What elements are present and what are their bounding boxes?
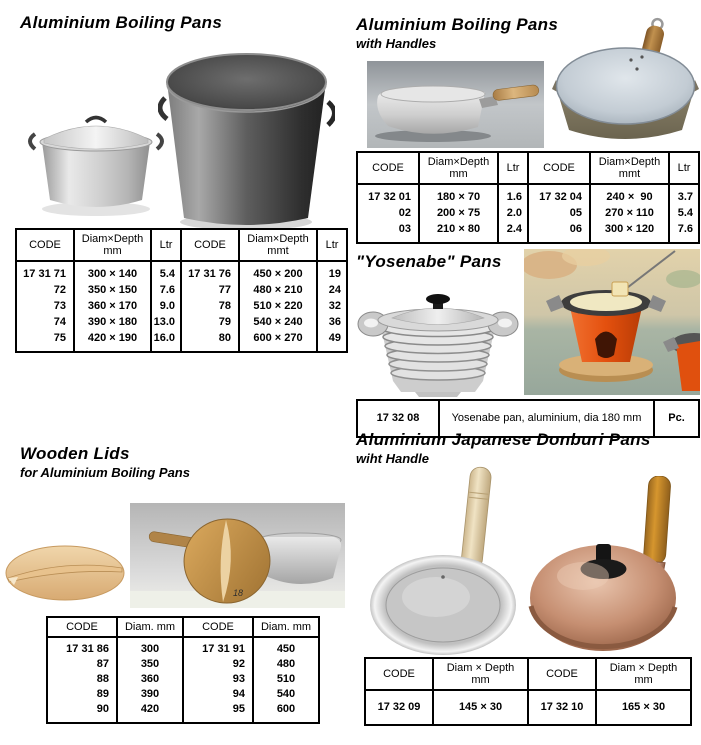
diameter-cell: 390 [117, 687, 183, 702]
table-row [47, 702, 319, 723]
column-header: Diam×Depth mmt [239, 229, 317, 261]
code-cell: 73 [53, 300, 66, 312]
wooden-lid-photo-image [130, 503, 345, 608]
code-cell: 78 [181, 298, 239, 314]
lid-size-marking: 18 [233, 588, 244, 598]
column-header: Ltr [317, 229, 347, 261]
wooden-lids-subtitle: for Aluminium Boiling Pans [20, 465, 190, 480]
dimension-cell: 210 × 80 [419, 221, 498, 243]
code-cell: 17 32 04 [528, 184, 590, 205]
litre-cell: 5.4 [151, 261, 181, 282]
code-cell: 17 31 71 [23, 268, 66, 280]
code-cell: 02 [398, 207, 411, 219]
litre-cell: 36 [317, 314, 347, 330]
code-cell: 89 [96, 688, 109, 700]
dimension-cell: 300 × 120 [590, 221, 669, 243]
wooden-lid-image [2, 531, 128, 609]
litre-cell: 1.6 [498, 184, 528, 205]
table-row [47, 637, 319, 657]
code-cell: 93 [183, 672, 253, 687]
table-row [47, 657, 319, 672]
litre-cell: 2.0 [498, 205, 528, 221]
dimension-cell: 240 × 90 [590, 184, 669, 205]
diameter-cell: 510 [253, 672, 319, 687]
litre-cell: 24 [317, 282, 347, 298]
diameter-cell: 450 [253, 637, 319, 657]
dimension-cell: 165 × 30 [596, 690, 691, 725]
handle-pan-photo-image [367, 61, 544, 148]
dimension-cell: 360 × 170 [74, 298, 151, 314]
donburi-title: Aluminium Japanese Donburi Pans [356, 430, 651, 449]
code-cell: 92 [183, 657, 253, 672]
code-cell: 17 31 86 [66, 643, 109, 655]
column-header: Diam×Depth mm [419, 152, 498, 184]
description-cell: Yosenabe pan, aluminium, dia 180 mm [439, 400, 654, 437]
column-header: Ltr [498, 152, 528, 184]
code-cell: 05 [528, 205, 590, 221]
code-cell: 74 [53, 316, 66, 328]
table-row [16, 298, 347, 314]
dimension-cell: 300 × 140 [74, 261, 151, 282]
dimension-cell: 350 × 150 [74, 282, 151, 298]
column-header: Diam. mm [253, 617, 319, 637]
code-cell: 06 [528, 221, 590, 243]
code-cell: 79 [181, 314, 239, 330]
column-header: CODE [528, 152, 590, 184]
code-cell: 95 [183, 702, 253, 723]
wooden-lids-title: Wooden Lids [20, 444, 130, 463]
dimension-cell: 270 × 110 [590, 205, 669, 221]
litre-cell: 49 [317, 330, 347, 352]
saucepan-image [551, 12, 700, 150]
column-header: CODE [16, 229, 74, 261]
code-cell: 72 [53, 284, 66, 296]
donburi-subtitle: wiht Handle [356, 451, 429, 466]
litre-cell: 3.7 [669, 184, 699, 205]
code-cell: 17 32 10 [528, 690, 596, 725]
table-row [47, 687, 319, 702]
column-header: CODE [47, 617, 117, 637]
litre-cell: 7.6 [151, 282, 181, 298]
column-header: Diam × Depth mm [596, 658, 691, 690]
code-cell: 17 32 08 [376, 412, 420, 424]
donburi-pan-copper-image [525, 476, 697, 658]
dimension-cell: 480 × 210 [239, 282, 317, 298]
code-cell: 77 [181, 282, 239, 298]
diameter-cell: 300 [117, 637, 183, 657]
litre-cell: 19 [317, 261, 347, 282]
small-boiling-pan-image [22, 96, 170, 218]
dimension-cell: 540 × 240 [239, 314, 317, 330]
table-row [16, 282, 347, 298]
yosenabe-fondue-photo-image [524, 249, 700, 395]
litre-cell: 13.0 [151, 314, 181, 330]
header-row [357, 152, 699, 184]
table-row [357, 221, 699, 243]
litre-cell: 2.4 [498, 221, 528, 243]
code-cell: 17 31 91 [183, 637, 253, 657]
column-header: Diam × Depth mm [433, 658, 528, 690]
stacked-yosenabe-pans-image [356, 279, 520, 398]
donburi-table [364, 657, 692, 726]
litre-cell: 32 [317, 298, 347, 314]
dimension-cell: 180 × 70 [419, 184, 498, 205]
code-cell: 94 [183, 687, 253, 702]
column-header: CODE [181, 229, 239, 261]
code-cell: 17 32 01 [368, 191, 411, 203]
table-row [16, 261, 347, 282]
diameter-cell: 480 [253, 657, 319, 672]
diameter-cell: 600 [253, 702, 319, 723]
dimension-cell: 200 × 75 [419, 205, 498, 221]
header-row [47, 617, 319, 637]
large-boiling-pan-image [158, 40, 335, 232]
code-cell: 87 [96, 658, 109, 670]
table-row [365, 690, 691, 725]
litre-cell: 7.6 [669, 221, 699, 243]
code-cell: 17 32 09 [377, 701, 421, 713]
dimension-cell: 450 × 200 [239, 261, 317, 282]
column-header: CODE [183, 617, 253, 637]
boiling-pans-table [15, 228, 348, 353]
dimension-cell: 145 × 30 [433, 690, 528, 725]
diameter-cell: 420 [117, 702, 183, 723]
code-cell: 03 [398, 223, 411, 235]
table-row [16, 330, 347, 352]
column-header: Ltr [669, 152, 699, 184]
dimension-cell: 390 × 180 [74, 314, 151, 330]
column-header: CODE [365, 658, 433, 690]
code-cell: 17 31 76 [181, 261, 239, 282]
code-cell: 80 [181, 330, 239, 352]
litre-cell: 5.4 [669, 205, 699, 221]
header-row [365, 658, 691, 690]
litre-cell: 9.0 [151, 298, 181, 314]
column-header: Diam×Depth mm [74, 229, 151, 261]
table-row [16, 314, 347, 330]
donburi-pan-silver-image [367, 465, 539, 658]
column-header: CODE [357, 152, 419, 184]
column-header: Diam×Depth mmt [590, 152, 669, 184]
dimension-cell: 510 × 220 [239, 298, 317, 314]
dimension-cell: 420 × 190 [74, 330, 151, 352]
diameter-cell: 350 [117, 657, 183, 672]
dimension-cell: 600 × 270 [239, 330, 317, 352]
code-cell: 88 [96, 673, 109, 685]
code-cell: 90 [96, 703, 109, 715]
diameter-cell: 540 [253, 687, 319, 702]
column-header: Ltr [151, 229, 181, 261]
yosenabe-title: "Yosenabe" Pans [356, 252, 502, 271]
table-row [357, 205, 699, 221]
column-header: Diam. mm [117, 617, 183, 637]
wooden-lids-table [46, 616, 320, 724]
code-cell: 75 [53, 332, 66, 344]
header-row [16, 229, 347, 261]
column-header: CODE [528, 658, 596, 690]
table-row [357, 184, 699, 205]
handle-pans-subtitle: with Handles [356, 36, 437, 51]
boiling-pans-title: Aluminium Boiling Pans [20, 13, 223, 32]
handle-pans-title: Aluminium Boiling Pans [356, 15, 559, 34]
table-row [47, 672, 319, 687]
diameter-cell: 360 [117, 672, 183, 687]
unit-cell: Pc. [654, 400, 699, 437]
handle-pans-table [356, 151, 700, 244]
litre-cell: 16.0 [151, 330, 181, 352]
